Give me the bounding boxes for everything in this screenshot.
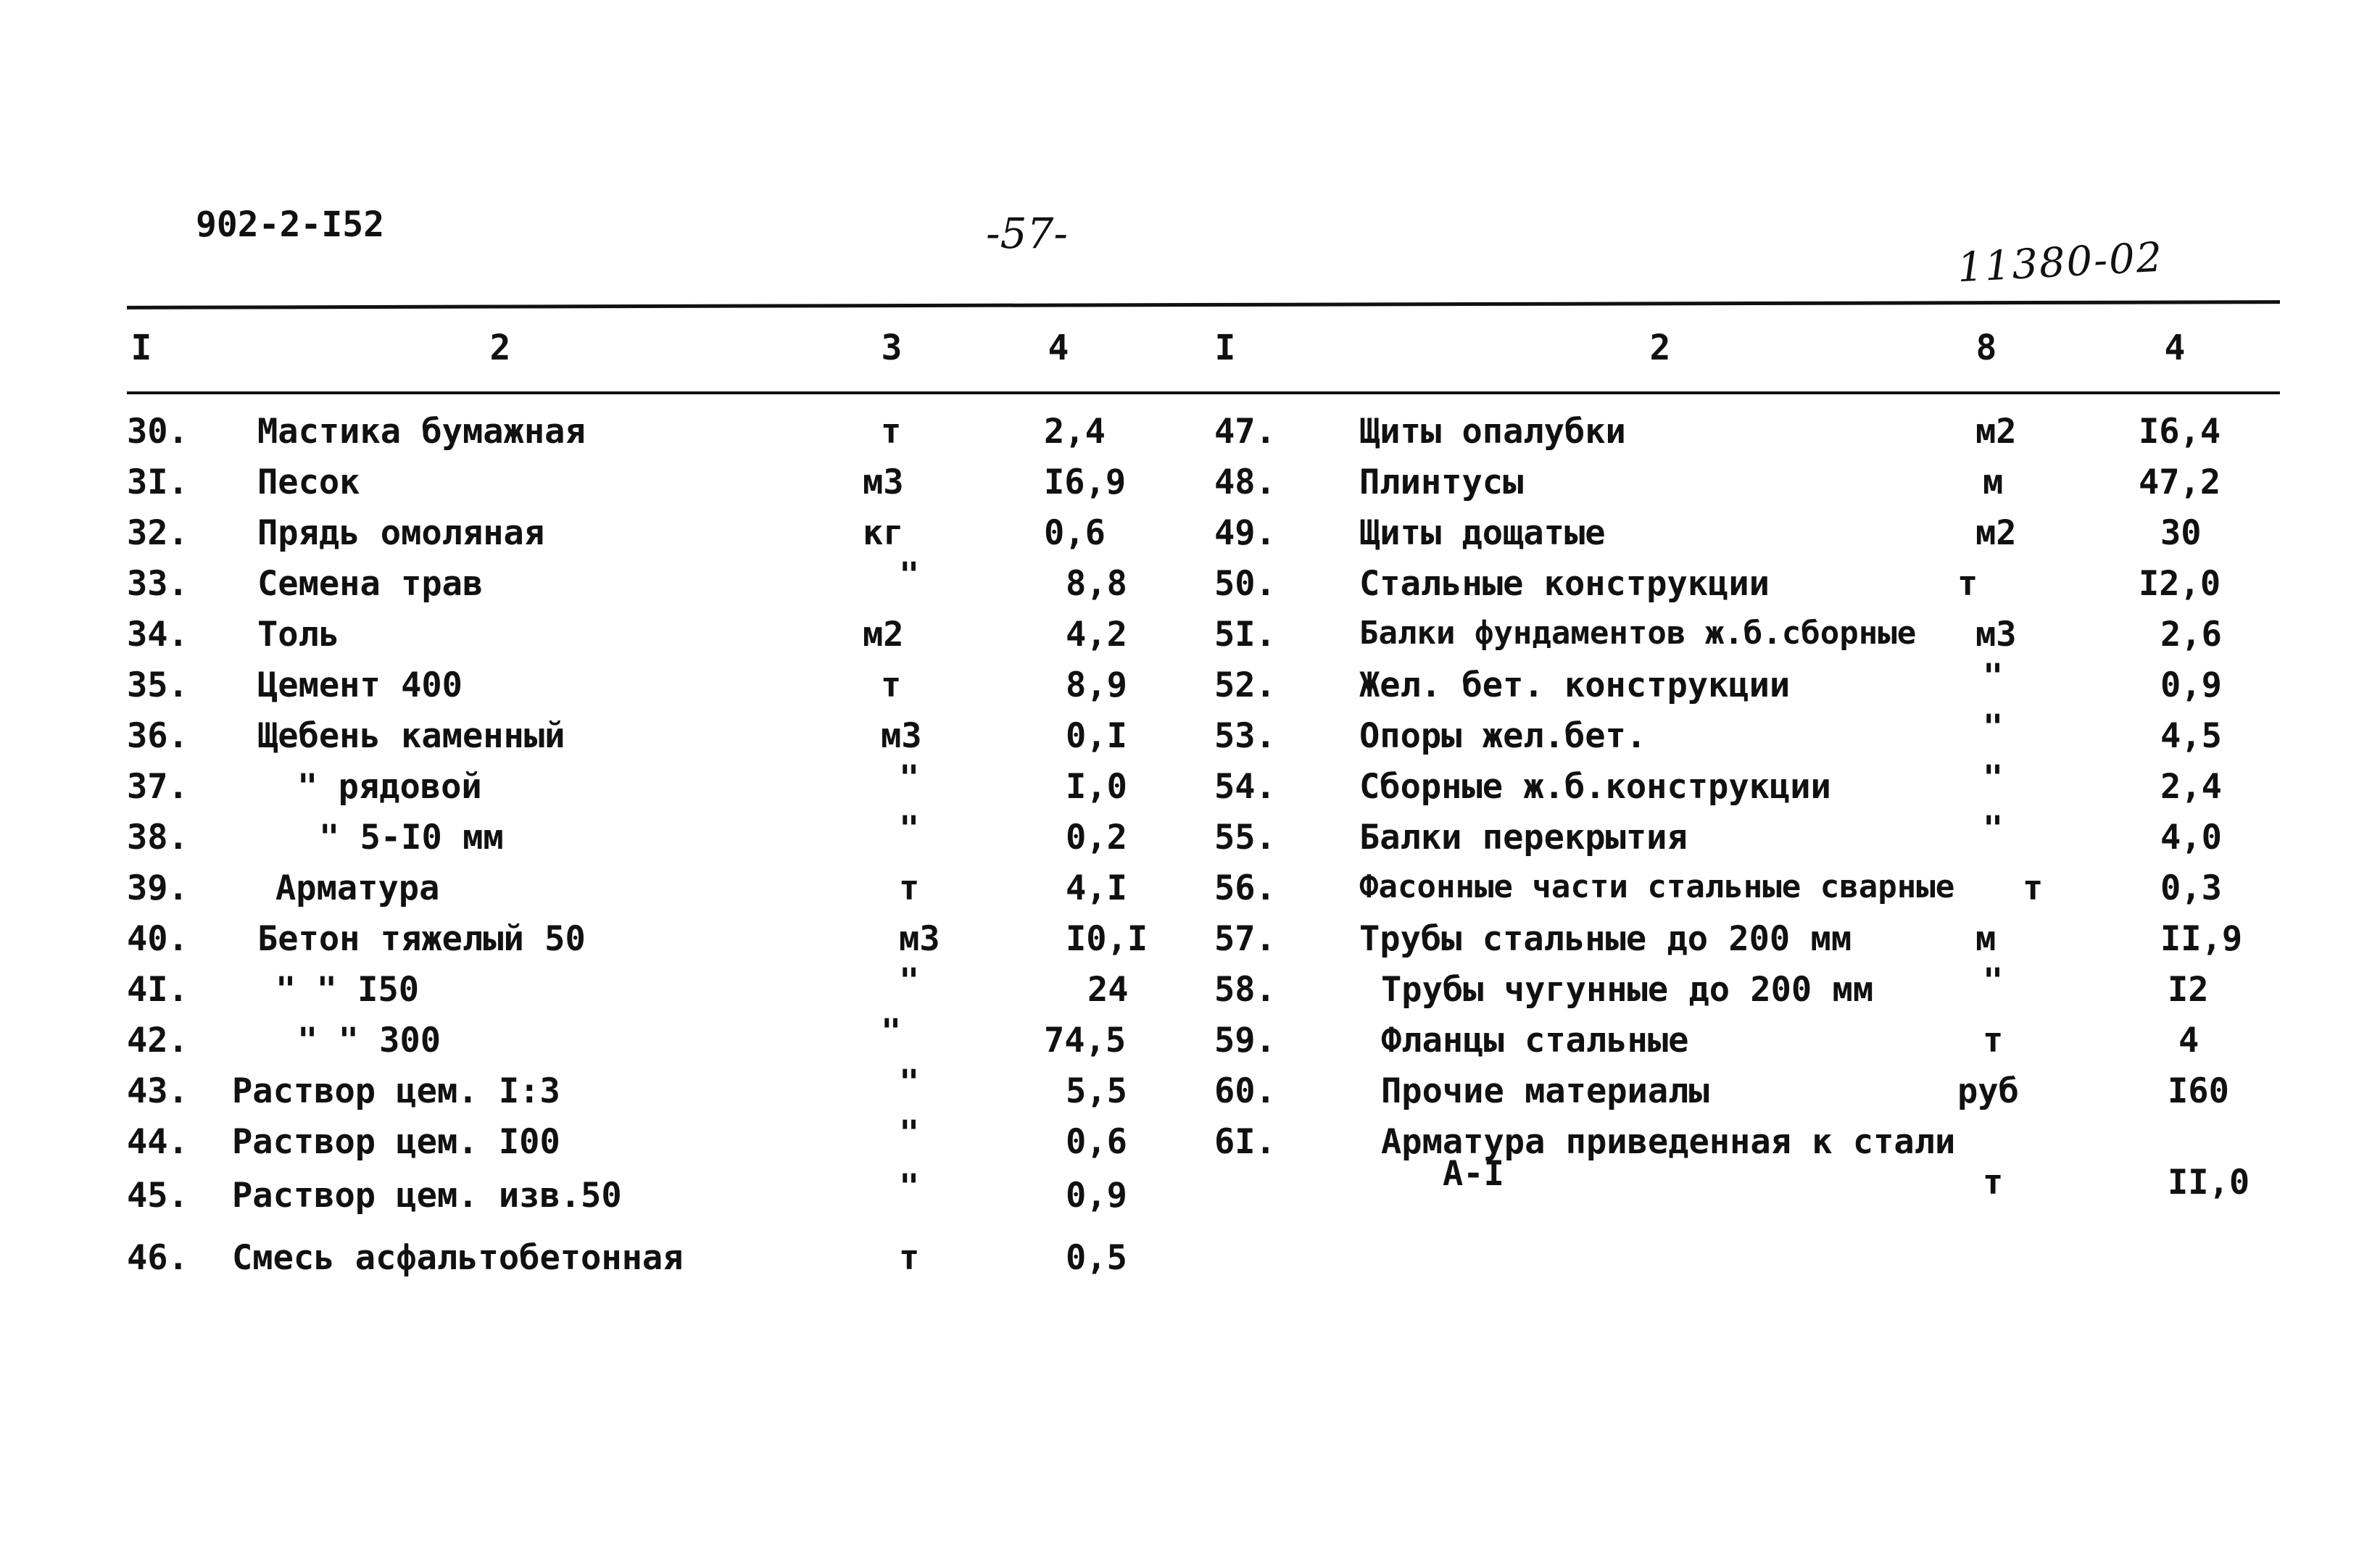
item-quantity: 0,6 — [1066, 1122, 1127, 1162]
item-name: Балки перекрытия — [1359, 818, 1688, 857]
item-quantity: 30 — [2160, 513, 2202, 553]
item-unit: м3 — [863, 462, 904, 502]
item-quantity: 8,9 — [1066, 665, 1127, 705]
item-name: Стальные конструкции — [1359, 564, 1770, 604]
row-number: 38. — [127, 818, 188, 857]
row-number: 44. — [127, 1122, 188, 1162]
item-name: Арматура — [275, 868, 440, 908]
item-name: Смесь асфальтобетонная — [232, 1238, 684, 1278]
row-number: 37. — [127, 767, 188, 807]
item-name: " " 300 — [297, 1021, 441, 1060]
item-unit: т — [1983, 1163, 2004, 1203]
item-name: Щиты опалубки — [1359, 412, 1626, 452]
item-name: " 5-I0 мм — [319, 818, 504, 857]
item-unit: м2 — [863, 615, 904, 655]
item-name: Прочие материалы — [1381, 1071, 1709, 1111]
item-unit: м2 — [1975, 412, 2017, 452]
row-number: 42. — [127, 1021, 188, 1060]
item-name: Сборные ж.б.конструкции — [1359, 767, 1831, 807]
item-name: Раствор цем. изв.50 — [232, 1176, 622, 1216]
column-header: I — [130, 328, 152, 368]
row-number: 33. — [127, 564, 188, 604]
item-unit: " — [1983, 961, 2004, 1001]
column-header: 8 — [1975, 328, 1997, 368]
item-unit: " — [1983, 657, 2004, 697]
item-unit: м2 — [1975, 513, 2017, 553]
item-unit: руб — [1957, 1071, 2019, 1111]
item-unit: т — [1983, 1021, 2004, 1060]
item-name: Раствор цем. I00 — [232, 1122, 560, 1162]
item-quantity: I0,I — [1066, 919, 1148, 959]
page-number: -57- — [986, 209, 1068, 258]
item-unit: м — [1975, 919, 1997, 959]
row-number: 59. — [1214, 1021, 1276, 1060]
item-quantity: 24 — [1087, 970, 1129, 1010]
reference-number: 11380-02 — [1956, 233, 2165, 292]
item-unit: " — [899, 758, 920, 798]
item-name: Опоры жел.бет. — [1359, 716, 1647, 756]
row-number: 43. — [127, 1071, 188, 1111]
item-quantity: 0,9 — [1066, 1176, 1127, 1216]
item-name: Плинтусы — [1359, 462, 1524, 502]
row-number: 53. — [1214, 716, 1276, 756]
item-unit: т — [2023, 868, 2044, 908]
column-header: 2 — [1649, 328, 1671, 368]
item-quantity: II,9 — [2160, 919, 2243, 959]
item-name: Фланцы стальные — [1381, 1021, 1689, 1060]
item-unit: т — [899, 1238, 920, 1278]
item-unit: м3 — [899, 919, 940, 959]
item-name: Семена трав — [257, 564, 484, 604]
item-name: Щиты дощатые — [1359, 513, 1606, 553]
item-unit: кг — [863, 513, 904, 553]
item-quantity: 4,2 — [1066, 615, 1127, 655]
row-number: 30. — [127, 412, 188, 452]
item-quantity: 4,I — [1066, 868, 1127, 908]
column-header: I — [1214, 328, 1236, 368]
row-number: 58. — [1214, 970, 1276, 1010]
item-unit: " — [899, 555, 920, 595]
item-quantity: I2,0 — [2139, 564, 2221, 604]
row-number: 36. — [127, 716, 188, 756]
item-quantity: 47,2 — [2139, 462, 2221, 502]
item-unit: т — [881, 665, 902, 705]
row-number: 46. — [127, 1238, 188, 1278]
item-quantity: 5,5 — [1066, 1071, 1127, 1111]
row-number: 4I. — [127, 970, 188, 1010]
item-name: " " I50 — [275, 970, 420, 1010]
column-header: 4 — [1048, 328, 1069, 368]
item-name: Толь — [257, 615, 340, 655]
row-number: 3I. — [127, 462, 188, 502]
row-number: 56. — [1214, 868, 1276, 908]
item-unit: м3 — [1975, 615, 2017, 655]
item-quantity: 0,2 — [1066, 818, 1127, 857]
item-quantity: I,0 — [1066, 767, 1127, 807]
item-unit: " — [899, 1063, 920, 1102]
item-quantity: 8,8 — [1066, 564, 1127, 604]
item-quantity: 4,5 — [2160, 716, 2222, 756]
item-quantity: 2,6 — [2160, 615, 2222, 655]
item-name: Жел. бет. конструкции — [1359, 665, 1791, 705]
item-unit: " — [899, 1113, 920, 1153]
column-header: 4 — [2164, 328, 2186, 368]
table-top-rule — [127, 300, 2280, 310]
item-unit: т — [1957, 564, 1978, 604]
row-number: 6I. — [1214, 1122, 1276, 1162]
item-quantity: 4 — [2178, 1021, 2199, 1060]
item-unit: " — [899, 809, 920, 849]
row-number: 52. — [1214, 665, 1276, 705]
item-quantity: II,0 — [2168, 1163, 2250, 1203]
item-quantity: 0,I — [1066, 716, 1127, 756]
item-quantity: 2,4 — [2160, 767, 2222, 807]
item-quantity: 0,9 — [2160, 665, 2222, 705]
column-header: 3 — [881, 328, 903, 368]
item-unit: м — [1983, 462, 2004, 502]
row-number: 39. — [127, 868, 188, 908]
item-unit: " — [1983, 758, 2004, 798]
item-name: " рядовой — [297, 767, 482, 807]
item-quantity: 74,5 — [1044, 1021, 1127, 1060]
item-unit: " — [899, 1167, 920, 1207]
item-name: Бетон тяжелый 50 — [257, 919, 586, 959]
item-name: Мастика бумажная — [257, 412, 586, 452]
item-quantity: 0,5 — [1066, 1238, 1127, 1278]
item-name: Песок — [257, 462, 360, 502]
item-quantity: I60 — [2168, 1071, 2229, 1111]
item-quantity: I2 — [2168, 970, 2209, 1010]
item-name: Трубы чугунные до 200 мм — [1381, 970, 1874, 1010]
item-unit: т — [881, 412, 902, 452]
row-number: 47. — [1214, 412, 1276, 452]
row-number: 49. — [1214, 513, 1276, 553]
item-quantity: 4,0 — [2160, 818, 2222, 857]
row-number: 50. — [1214, 564, 1276, 604]
item-unit: т — [899, 868, 920, 908]
item-quantity: 0,6 — [1044, 513, 1106, 553]
item-name: Прядь омоляная — [257, 513, 545, 553]
item-quantity: I6,9 — [1044, 462, 1127, 502]
item-unit: " — [1983, 809, 2004, 849]
item-name: Фасонные части стальные сварные — [1359, 868, 1955, 905]
document-code: 902-2-I52 — [196, 204, 385, 245]
column-header: 2 — [489, 328, 511, 368]
item-unit: " — [899, 961, 920, 1001]
item-quantity: 0,3 — [2160, 868, 2222, 908]
row-number: 48. — [1214, 462, 1276, 502]
item-unit: м3 — [881, 716, 922, 756]
item-quantity: I6,4 — [2139, 412, 2221, 452]
item-name: Цемент 400 — [257, 665, 463, 705]
table-header-rule — [127, 391, 2280, 394]
row-number: 54. — [1214, 767, 1276, 807]
item-name: Арматура приведенная к стали — [1381, 1122, 1956, 1162]
row-number: 32. — [127, 513, 188, 553]
row-number: 5I. — [1214, 615, 1276, 655]
item-unit: " — [881, 1012, 902, 1052]
row-number: 40. — [127, 919, 188, 959]
row-number: 55. — [1214, 818, 1276, 857]
item-unit: " — [1983, 707, 2004, 747]
row-number: 57. — [1214, 919, 1276, 959]
item-name: Щебень каменный — [257, 716, 565, 756]
row-number: 34. — [127, 615, 188, 655]
row-number: 60. — [1214, 1071, 1276, 1111]
row-number: 35. — [127, 665, 188, 705]
item-name-continuation: A-I — [1443, 1154, 1504, 1194]
row-number: 45. — [127, 1176, 188, 1216]
item-quantity: 2,4 — [1044, 412, 1106, 452]
item-name: Раствор цем. I:3 — [232, 1071, 560, 1111]
item-name: Трубы стальные до 200 мм — [1359, 919, 1852, 959]
item-name: Балки фундаментов ж.б.сборные — [1359, 615, 1917, 652]
